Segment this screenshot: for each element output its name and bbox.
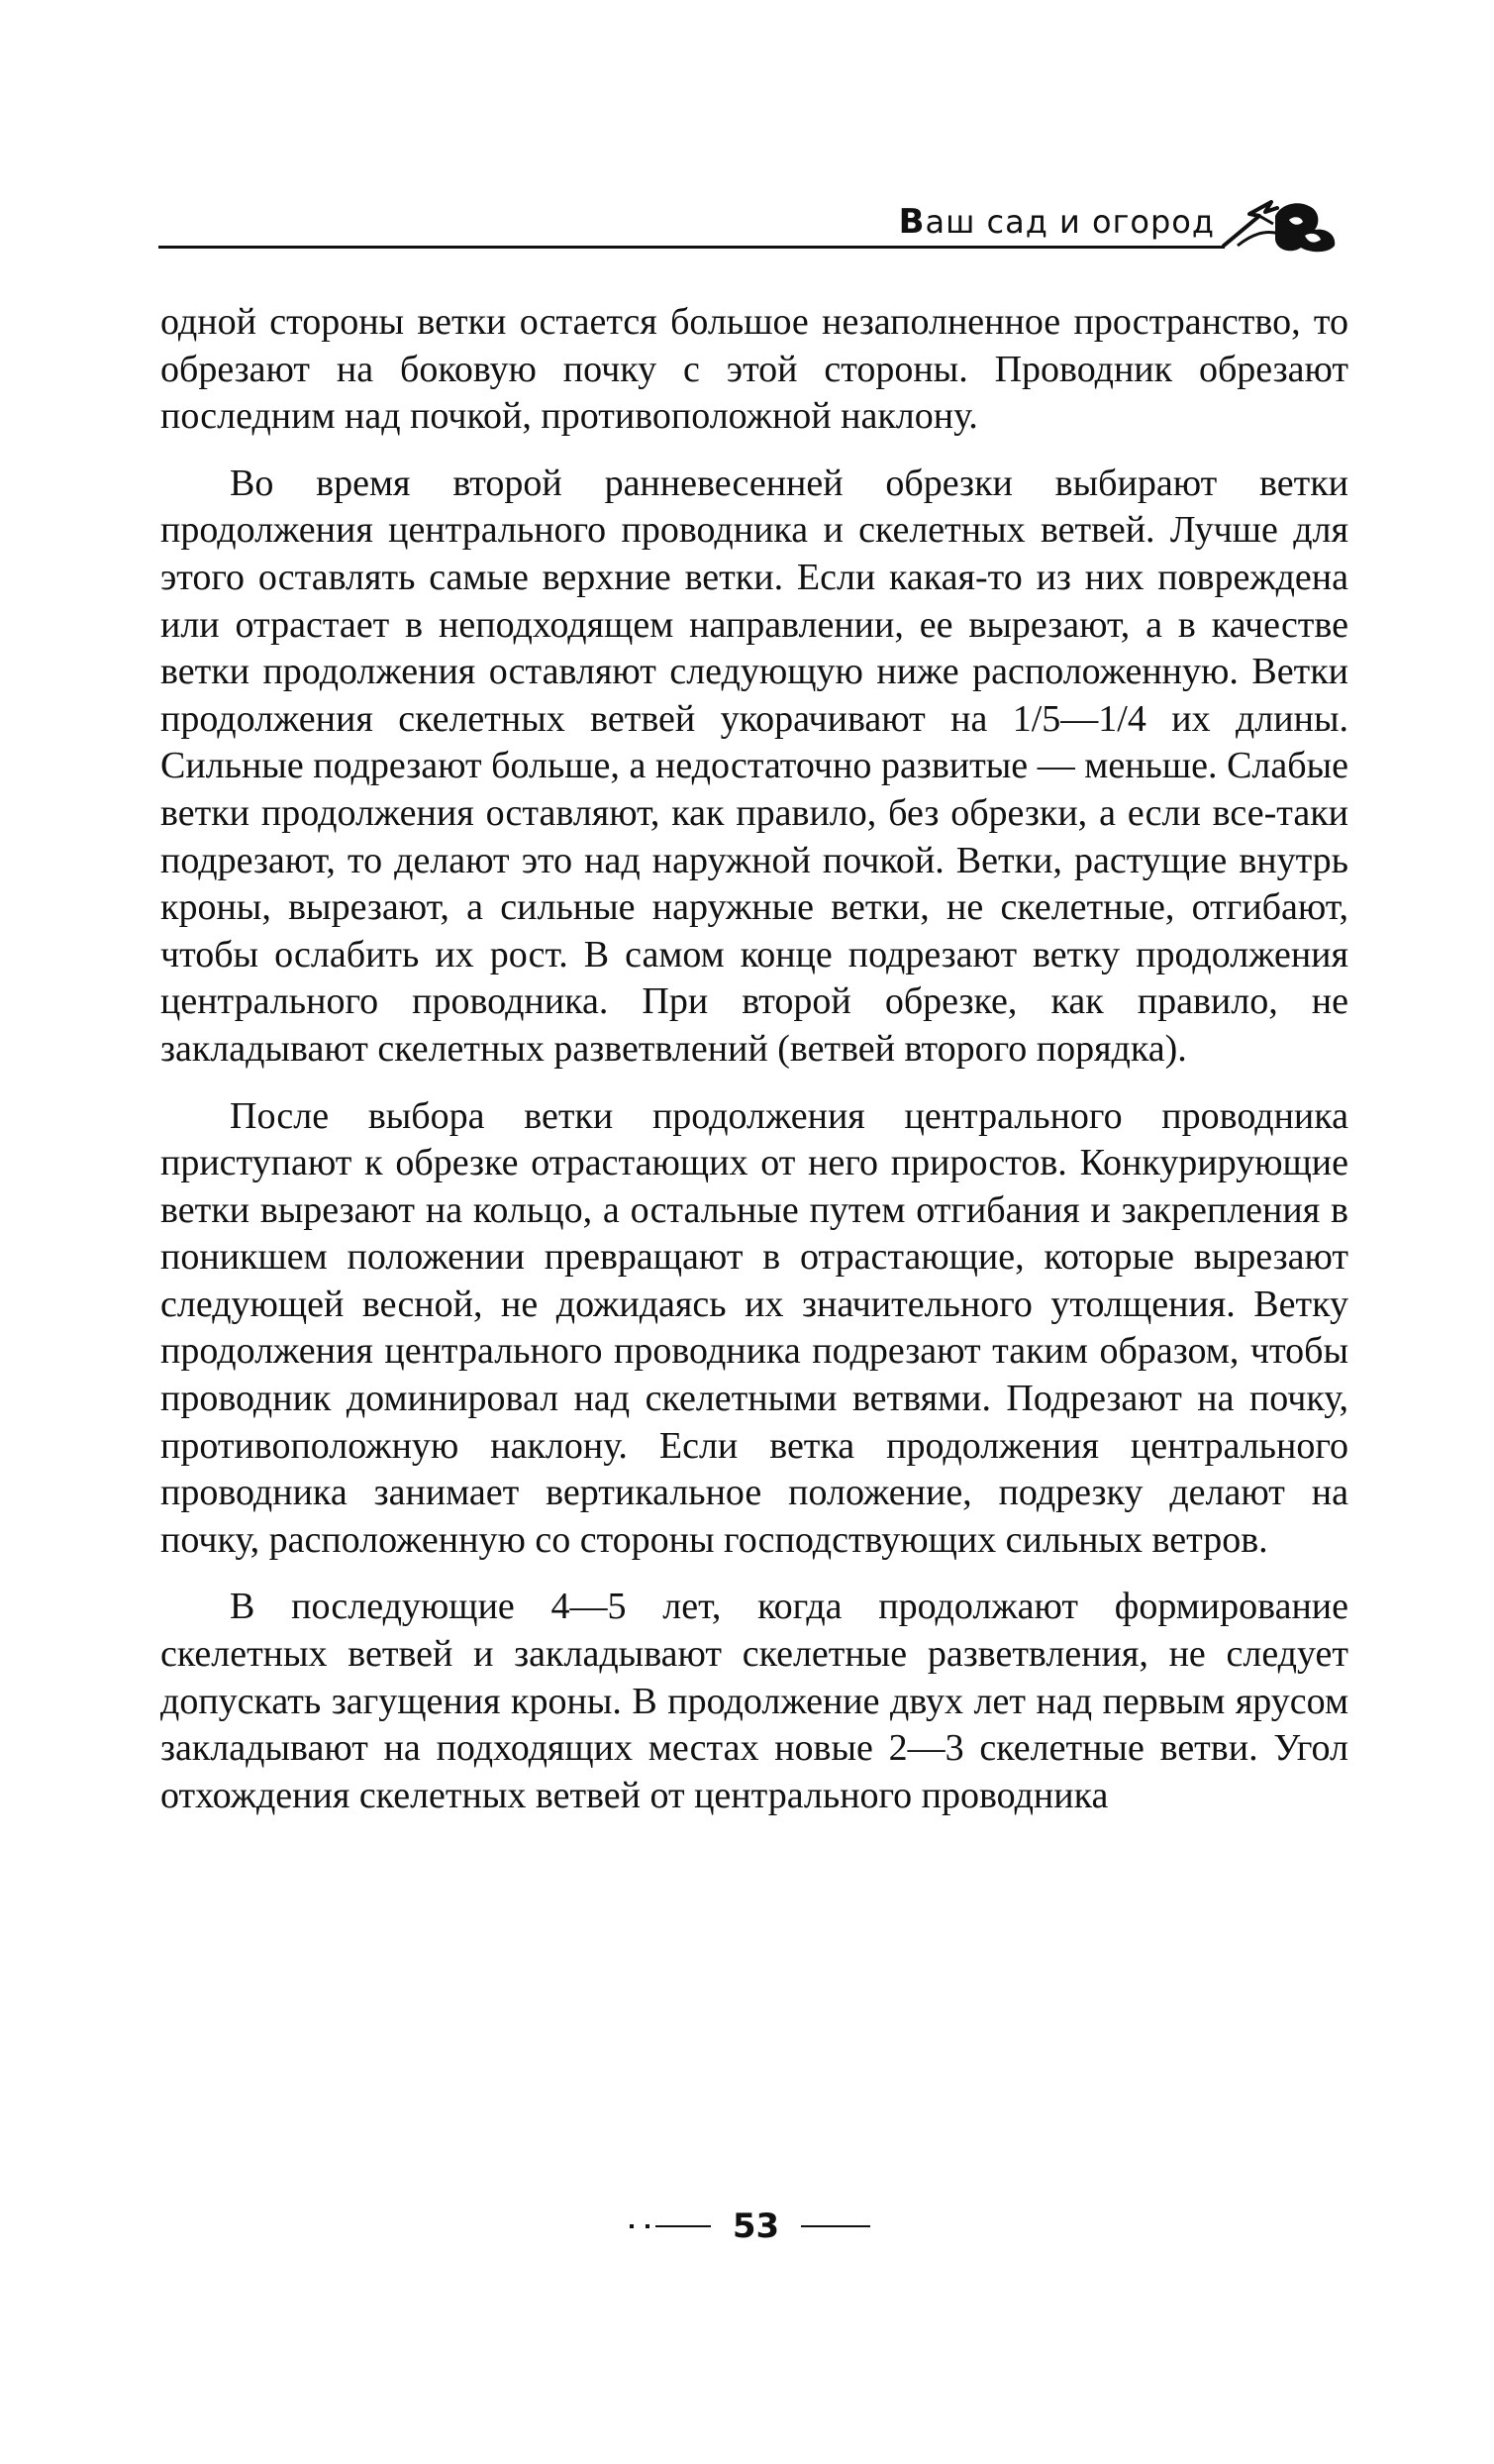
paragraph: После выбора ветки продолжения центрального проводника приступают к обрезке отрастающих от него приростов. Конкурирующие ветки вырезают на кольцо, а остальные путем отгибания и закрепления в поникшем положении превращают в отрастающие, которые вырезают следующей весной, не дожидаясь их значительного утолщения. Ветку продолжения центрального проводника подрезают таким образом, чтобы проводник доминировал над скелетными ветвями. Подрезают на почку, противоположную наклону. Если ветка продолжения центрального проводника занимает вертикальное положение, подрезку делают на почку, расположенную со стороны господствующих сильных ветров. [160,1094,1348,1561]
garden-logo-icon [1220,194,1346,256]
paragraph: В последующие 4—5 лет, когда продолжают формирование скелетных ветвей и закладывают скелетные разветвления, не следует допускать загущения кроны. В продолжение двух лет над первым ярусом закладывают на подходящих местах новые 2—3 скелетные ветви. Угол отхождения скелетных ветвей от центрального проводника [160,1586,1348,1816]
folio-dot [646,2224,649,2228]
header-rule [158,246,1225,249]
header-title-text: аш сад и огород [925,203,1215,241]
page-folio [0,2207,1494,2266]
folio-dot [630,2224,634,2228]
header-title-initial: В [898,202,926,242]
folio-dash-right [801,2225,870,2227]
running-header-title [899,202,1215,242]
page-number: 53 [732,2207,780,2246]
running-header [158,194,1346,254]
body-text [160,299,1348,1839]
paragraph: одной стороны ветки остается большое незаполненное пространство, то обрезают на боковую почку с этой стороны. Проводник обрезают последним над почкой, противоположной наклону. [160,301,1348,438]
paragraph: Во время второй ранневесенней обрезки выбирают ветки продолжения центрального проводника и скелетных ветвей. Лучше для этого оставлять самые верхние ветки. Если какая-то из них повреждена или отрастает в неподходящем направлении, ее вырезают, а в качестве ветки продолжения оставляют следующую ниже расположенную. Ветки продолжения скелетных ветвей укорачивают на 1/5—1/4 их длины. Сильные подрезают больше, а недостаточно развитые — меньше. Слабые ветки продолжения оставляют, как правило, без обрезки, а если все-таки подрезают, то делают это над наружной почкой. Ветки, растущие внутрь кроны, вырезают, а сильные наружные ветки, не скелетные, отгибают, чтобы ослабить их рост. В самом конце подрезают ветку продолжения центрального проводника. При второй обрезке, как правило, не закладывают скелетных разветвлений (ветвей второго порядка). [160,462,1348,1070]
folio-dash-left [655,2225,711,2227]
